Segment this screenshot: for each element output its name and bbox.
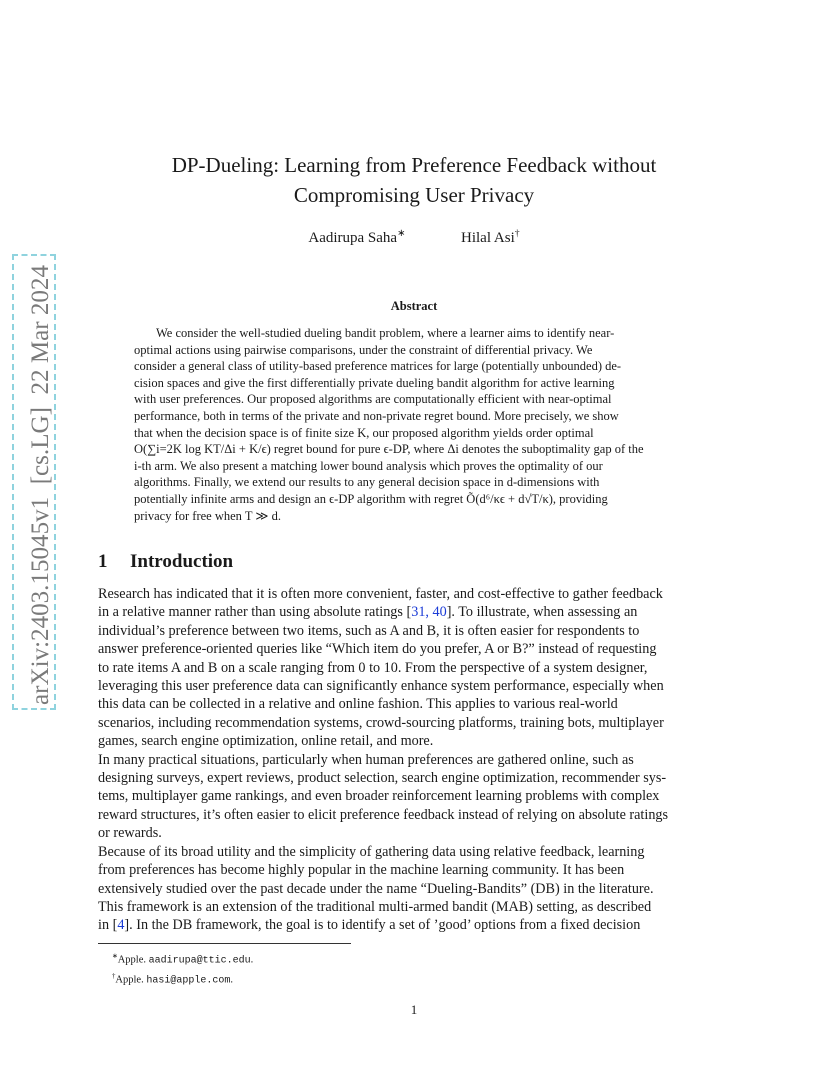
abstract-line: i-th arm. We also present a matching lower bound analysis which proves the optimality of our	[134, 458, 603, 473]
footnote	[112, 949, 253, 969]
abstract-line: optimal actions using pairwise comparisons, under the constraint of differential privacy. We	[134, 342, 593, 357]
footnote-email[interactable]: aadirupa@ttic.edu	[148, 955, 251, 967]
footnote-rule	[98, 943, 351, 944]
author-mark: †	[514, 228, 520, 239]
abstract-body	[134, 325, 694, 524]
title-line: DP-Dueling: Learning from Preference Feedback without	[171, 153, 657, 177]
abstract-line: potentially infinite arms and design an ϵ-DP algorithm with regret Õ(d⁶/κϵ + d√T/κ), providing	[134, 491, 608, 506]
footnote-text: Apple.	[115, 974, 147, 985]
abstract-line: that when the decision space is of finite size K, our proposed algorithm yields order optimal	[134, 425, 594, 440]
arxiv-stamp-text: arXiv:2403.15045v1 [cs.LG] 22 Mar 2024	[27, 266, 54, 705]
body-line: leveraging this user preference data can significantly enhance system performance, especially when	[98, 678, 664, 695]
body-line: or rewards.	[98, 825, 162, 842]
footnote	[112, 969, 253, 989]
abstract-line: consider a general class of utility-based preference matrices for large (potentially unbounded) de-	[134, 359, 622, 374]
author-name: Aadirupa Saha	[308, 230, 398, 246]
author-mark: ∗	[397, 228, 406, 239]
body-line: scenarios, including recommendation systems, crowd-sourcing platforms, training bots, multiplayer	[98, 714, 664, 731]
body-line: from preferences has become highly popular in the machine learning community. It has been	[98, 862, 625, 879]
body-line: in [4]. In the DB framework, the goal is to identify a set of ’good’ options from a fixed decision	[98, 917, 641, 934]
body-line: reward structures, it’s often easier to elicit preference feedback instead of relying on absolute ratings	[98, 806, 669, 823]
abstract-line: O(∑i=2K log KT/Δi + K/ϵ) regret bound for pure ϵ-DP, where Δi denotes the suboptimality gap of the	[134, 442, 644, 457]
body-line: designing surveys, expert reviews, product selection, search engine optimization, recommender sys-	[98, 770, 667, 787]
abstract-line: with user preferences. Our proposed algorithms are computationally efficient with near-optimal	[134, 392, 612, 407]
body-line: games, search engine optimization, online retail, and more.	[98, 733, 434, 750]
abstract-line: performance, both in terms of the private and non-private regret bound. More precisely, we show	[134, 408, 619, 423]
footnote-text: Apple.	[117, 954, 149, 966]
body-line: This framework is an extension of the traditional multi-armed bandit (MAB) setting, as described	[98, 898, 652, 915]
body-line: Research has indicated that it is often more convenient, faster, and cost-effective to gather feedback	[98, 586, 663, 602]
body-line: extensively studied over the past decade under the name “Dueling-Bandits” (DB) in the literature.	[98, 880, 654, 897]
body-line: to rate items A and B on a scale ranging from 0 to 10. From the perspective of a system designer,	[98, 659, 648, 676]
page-number: 1	[410, 1002, 418, 1017]
footnote-email[interactable]: hasi@apple.com	[146, 975, 231, 986]
citation-link[interactable]: 31, 40	[411, 604, 447, 621]
author-name: Hilal Asi	[461, 230, 515, 246]
footnotes	[112, 949, 253, 988]
author	[461, 228, 520, 247]
footnote-end: .	[230, 974, 233, 985]
footnote-mark: †	[112, 972, 116, 980]
body-line: In many practical situations, particularly when human preferences are gathered online, such as	[98, 751, 634, 768]
body-line: in a relative manner rather than using absolute ratings [31, 40]. To illustrate, when assessing an	[98, 604, 638, 621]
section-title: Introduction	[130, 551, 234, 572]
abstract-line: We consider the well-studied dueling bandit problem, where a learner aims to identify near-	[156, 326, 615, 340]
abstract-heading: Abstract	[390, 299, 438, 313]
body-line: tems, multiplayer game rankings, and even broader reinforcement learning problems with complex	[98, 788, 660, 805]
citation-link[interactable]: 4	[117, 917, 125, 934]
body-line: answer preference-oriented queries like “Which item do you prefer, A or B?” instead of requesting	[98, 641, 657, 658]
paper-title	[100, 150, 728, 210]
body-text	[98, 585, 732, 935]
arxiv-stamp	[12, 254, 56, 710]
footnote-mark: ∗	[112, 953, 118, 960]
footnote-end: .	[250, 954, 254, 966]
section-heading	[98, 551, 233, 573]
section-number: 1	[98, 551, 108, 572]
author-list	[0, 228, 828, 247]
title-line: Compromising User Privacy	[293, 183, 535, 207]
body-line: individual’s preference between two items, such as A and B, it is often easier for respondents to	[98, 622, 640, 639]
abstract-line: privacy for free when T ≫ d.	[134, 508, 281, 523]
author	[308, 228, 405, 247]
abstract-line: algorithms. Finally, we extend our results to any general decision space in d-dimensions with	[134, 475, 600, 490]
body-line: Because of its broad utility and the simplicity of gathering data using relative feedback, learning	[98, 843, 645, 860]
body-line: this data can be collected in a relative and online fashion. This applies to various real-world	[98, 696, 618, 713]
abstract-line: cision spaces and give the first differentially private dueling bandit algorithm for active learning	[134, 375, 615, 390]
